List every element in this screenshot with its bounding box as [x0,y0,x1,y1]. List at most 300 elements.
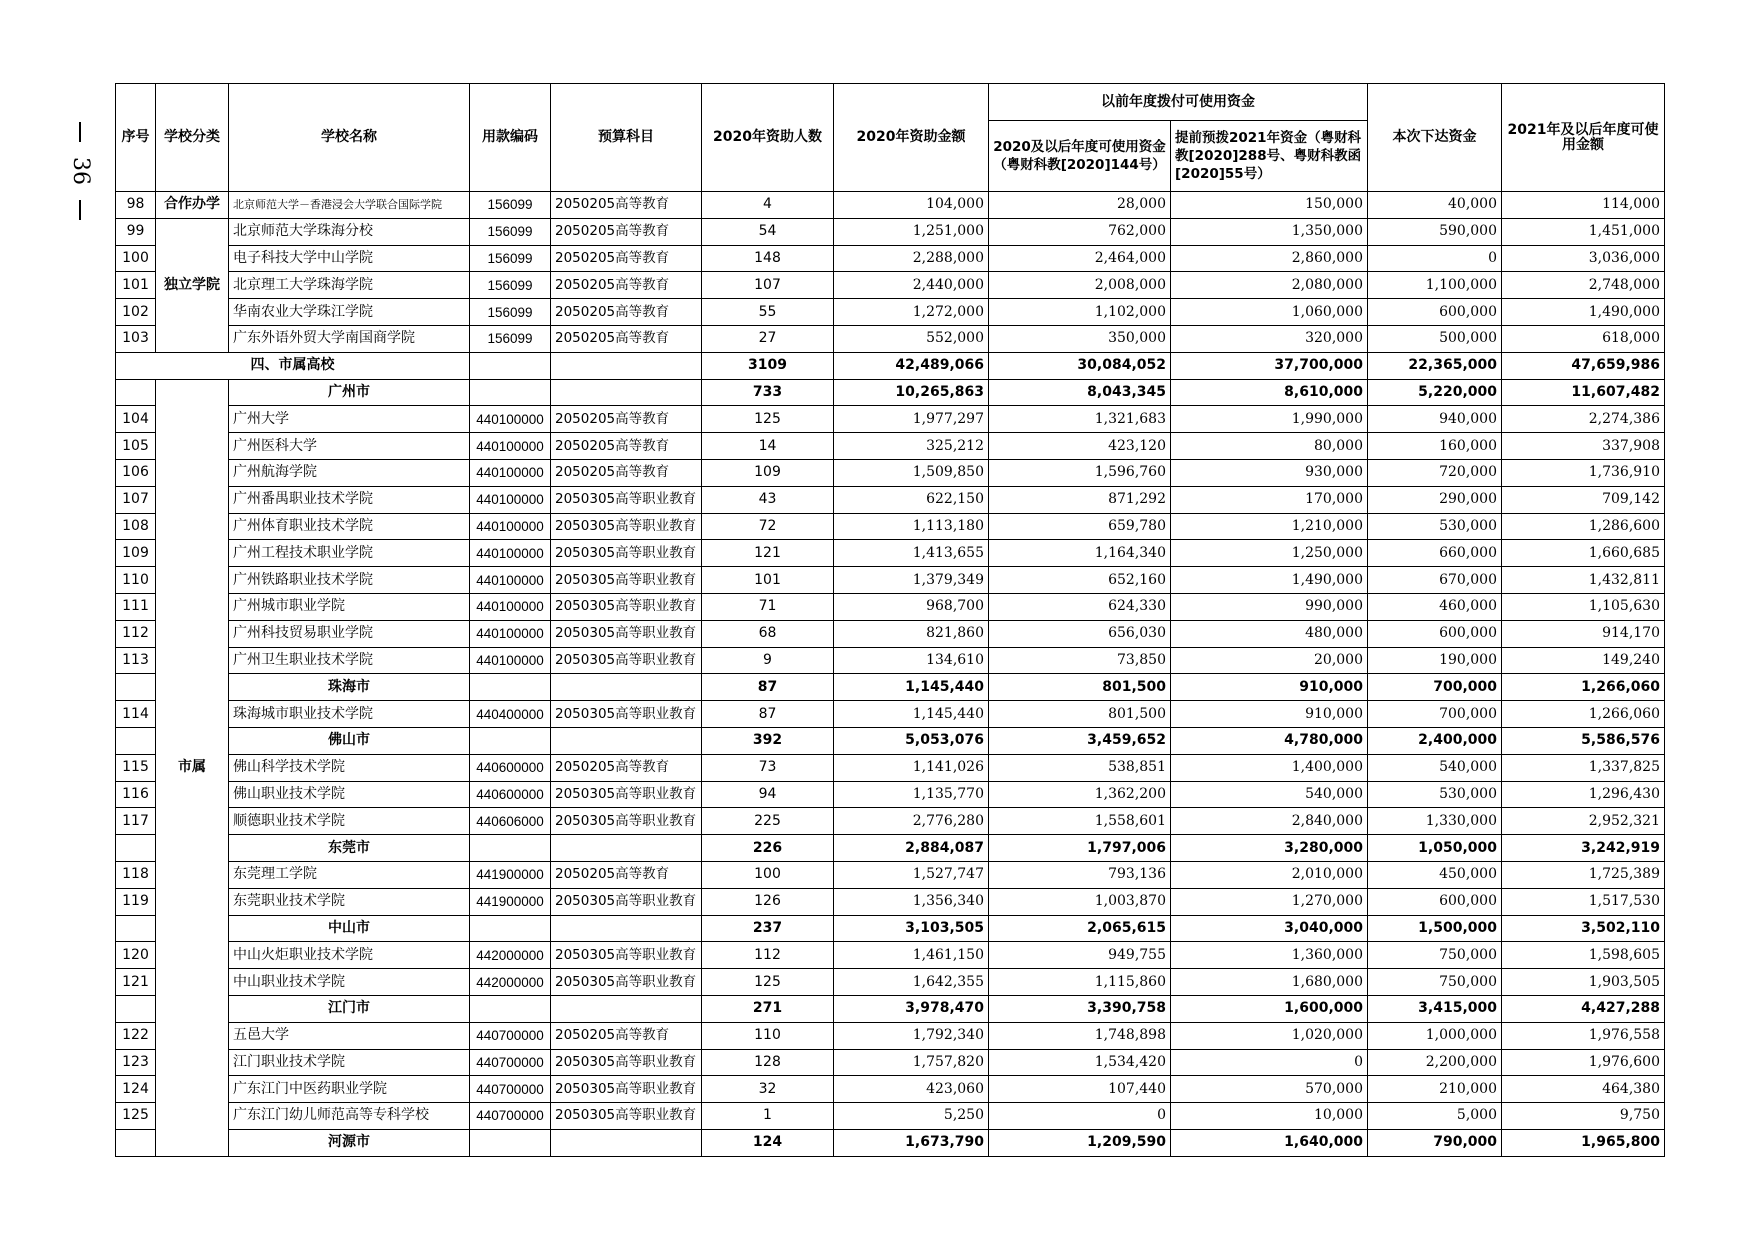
people-2020: 3109 [702,352,834,379]
prior-funds-a: 1,164,340 [989,540,1171,567]
empty-cell [116,674,156,701]
budget-subject: 2050305高等职业教育 [551,513,702,540]
amount-2020: 1,673,790 [834,1129,989,1156]
current-funds: 750,000 [1368,942,1502,969]
people-2020: 226 [702,835,834,862]
prior-funds-a: 1,209,590 [989,1129,1171,1156]
table-row [116,513,1665,540]
prior-funds-b: 2,840,000 [1171,808,1368,835]
row-seq: 103 [116,325,156,352]
prior-funds-a: 871,292 [989,486,1171,513]
budget-subject: 2050305高等职业教育 [551,486,702,513]
school-name: 广州铁路职业技术学院 [229,567,470,594]
city-subtotal-row [116,727,1665,754]
header-amount-2020: 2020年资助金额 [834,84,989,192]
current-funds: 450,000 [1368,861,1502,888]
prior-funds-b: 2,860,000 [1171,245,1368,272]
city-name: 江门市 [229,995,470,1022]
row-seq: 121 [116,969,156,996]
current-funds: 660,000 [1368,540,1502,567]
prior-funds-b: 570,000 [1171,1076,1368,1103]
row-seq: 117 [116,808,156,835]
header-code: 用款编码 [470,84,551,192]
amount-2020: 423,060 [834,1076,989,1103]
table-row [116,218,1665,245]
empty-cell [470,727,551,754]
future-amount: 114,000 [1502,192,1665,219]
prior-funds-a: 801,500 [989,674,1171,701]
school-name: 北京师范大学珠海分校 [229,218,470,245]
school-name: 广州医科大学 [229,433,470,460]
people-2020: 87 [702,701,834,728]
current-funds: 1,050,000 [1368,835,1502,862]
header-prior-funds: 以前年度拨付可使用资金 [989,84,1368,121]
payment-code: 442000000 [470,942,551,969]
current-funds: 3,415,000 [1368,995,1502,1022]
table-row [116,593,1665,620]
school-name: 广州城市职业学院 [229,593,470,620]
current-funds: 5,220,000 [1368,379,1502,406]
empty-cell [551,674,702,701]
city-subtotal-row [116,995,1665,1022]
category-municipal: 市属 [156,379,229,1156]
amount-2020: 1,145,440 [834,674,989,701]
current-funds: 700,000 [1368,674,1502,701]
prior-funds-b: 910,000 [1171,674,1368,701]
future-amount: 3,502,110 [1502,915,1665,942]
future-amount: 1,736,910 [1502,459,1665,486]
amount-2020: 134,610 [834,647,989,674]
prior-funds-a: 659,780 [989,513,1171,540]
current-funds: 1,000,000 [1368,1022,1502,1049]
current-funds: 530,000 [1368,513,1502,540]
current-funds: 600,000 [1368,299,1502,326]
table-row [116,808,1665,835]
table-row [116,888,1665,915]
school-name: 江门职业技术学院 [229,1049,470,1076]
payment-code: 156099 [470,272,551,299]
row-seq: 114 [116,701,156,728]
future-amount: 3,242,919 [1502,835,1665,862]
people-2020: 9 [702,647,834,674]
table-row [116,1049,1665,1076]
prior-funds-a: 1,558,601 [989,808,1171,835]
row-seq: 118 [116,861,156,888]
empty-cell [116,1129,156,1156]
section-label: 四、市属高校 [116,352,470,379]
current-funds: 590,000 [1368,218,1502,245]
table-row [116,969,1665,996]
prior-funds-a: 1,362,200 [989,781,1171,808]
current-funds: 40,000 [1368,192,1502,219]
future-amount: 618,000 [1502,325,1665,352]
future-amount: 464,380 [1502,1076,1665,1103]
page-number-dash [79,200,81,220]
header-subject: 预算科目 [551,84,702,192]
empty-cell [470,352,551,379]
prior-funds-a: 28,000 [989,192,1171,219]
budget-subject: 2050205高等教育 [551,1022,702,1049]
empty-cell [116,727,156,754]
school-name: 广州工程技术职业学院 [229,540,470,567]
page-number [62,118,98,224]
payment-code: 440700000 [470,1076,551,1103]
empty-cell [470,835,551,862]
people-2020: 68 [702,620,834,647]
people-2020: 148 [702,245,834,272]
prior-funds-a: 949,755 [989,942,1171,969]
people-2020: 126 [702,888,834,915]
school-name: 东莞理工学院 [229,861,470,888]
amount-2020: 1,757,820 [834,1049,989,1076]
prior-funds-a: 3,459,652 [989,727,1171,754]
row-seq: 119 [116,888,156,915]
payment-code: 440100000 [470,486,551,513]
current-funds: 2,400,000 [1368,727,1502,754]
city-subtotal-row [116,379,1665,406]
people-2020: 112 [702,942,834,969]
header-current-funds: 本次下达资金 [1368,84,1502,192]
prior-funds-a: 8,043,345 [989,379,1171,406]
budget-subject: 2050205高等教育 [551,406,702,433]
amount-2020: 552,000 [834,325,989,352]
budget-subject: 2050305高等职业教育 [551,1049,702,1076]
current-funds: 540,000 [1368,754,1502,781]
people-2020: 125 [702,406,834,433]
current-funds: 750,000 [1368,969,1502,996]
school-name: 广州卫生职业技术学院 [229,647,470,674]
amount-2020: 1,509,850 [834,459,989,486]
future-amount: 1,266,060 [1502,674,1665,701]
amount-2020: 1,135,770 [834,781,989,808]
future-amount: 1,432,811 [1502,567,1665,594]
future-amount: 11,607,482 [1502,379,1665,406]
school-name: 广东外语外贸大学南国商学院 [229,325,470,352]
amount-2020: 1,113,180 [834,513,989,540]
empty-cell [116,915,156,942]
current-funds: 1,330,000 [1368,808,1502,835]
future-amount: 1,451,000 [1502,218,1665,245]
payment-code: 440100000 [470,513,551,540]
row-seq: 124 [116,1076,156,1103]
row-seq: 115 [116,754,156,781]
future-amount: 1,976,600 [1502,1049,1665,1076]
table-row [116,540,1665,567]
table-row [116,459,1665,486]
prior-funds-b: 990,000 [1171,593,1368,620]
payment-code: 440600000 [470,754,551,781]
prior-funds-a: 2,008,000 [989,272,1171,299]
amount-2020: 1,413,655 [834,540,989,567]
future-amount: 149,240 [1502,647,1665,674]
people-2020: 101 [702,567,834,594]
row-seq: 108 [116,513,156,540]
school-name: 广州大学 [229,406,470,433]
header-prior-a: 2020及以后年度可使用资金（粤财科教[2020]144号） [989,121,1171,192]
people-2020: 237 [702,915,834,942]
school-name: 顺德职业技术学院 [229,808,470,835]
row-seq: 104 [116,406,156,433]
row-seq: 100 [116,245,156,272]
prior-funds-a: 624,330 [989,593,1171,620]
people-2020: 55 [702,299,834,326]
prior-funds-a: 1,003,870 [989,888,1171,915]
prior-funds-b: 150,000 [1171,192,1368,219]
school-name: 广州科技贸易职业学院 [229,620,470,647]
school-name: 五邑大学 [229,1022,470,1049]
people-2020: 125 [702,969,834,996]
prior-funds-a: 1,534,420 [989,1049,1171,1076]
people-2020: 54 [702,218,834,245]
table-row [116,1022,1665,1049]
future-amount: 1,286,600 [1502,513,1665,540]
prior-funds-b: 540,000 [1171,781,1368,808]
row-seq: 120 [116,942,156,969]
budget-subject: 2050205高等教育 [551,272,702,299]
budget-subject: 2050305高等职业教育 [551,1103,702,1130]
budget-subject: 2050205高等教育 [551,192,702,219]
category-coop: 合作办学 [156,192,229,219]
empty-cell [551,995,702,1022]
prior-funds-b: 1,270,000 [1171,888,1368,915]
people-2020: 27 [702,325,834,352]
future-amount: 2,274,386 [1502,406,1665,433]
people-2020: 271 [702,995,834,1022]
table-row [116,942,1665,969]
prior-funds-b: 10,000 [1171,1103,1368,1130]
future-amount: 914,170 [1502,620,1665,647]
table-row [116,1103,1665,1130]
row-seq: 116 [116,781,156,808]
current-funds: 500,000 [1368,325,1502,352]
future-amount: 2,748,000 [1502,272,1665,299]
prior-funds-a: 107,440 [989,1076,1171,1103]
amount-2020: 1,356,340 [834,888,989,915]
current-funds: 2,200,000 [1368,1049,1502,1076]
budget-subject: 2050305高等职业教育 [551,620,702,647]
amount-2020: 622,150 [834,486,989,513]
budget-subject: 2050205高等教育 [551,218,702,245]
budget-subject: 2050305高等职业教育 [551,701,702,728]
payment-code: 440700000 [470,1049,551,1076]
future-amount: 9,750 [1502,1103,1665,1130]
prior-funds-b: 910,000 [1171,701,1368,728]
school-name: 华南农业大学珠江学院 [229,299,470,326]
prior-funds-b: 1,350,000 [1171,218,1368,245]
payment-code: 440700000 [470,1022,551,1049]
future-amount: 3,036,000 [1502,245,1665,272]
prior-funds-b: 1,640,000 [1171,1129,1368,1156]
prior-funds-b: 1,490,000 [1171,567,1368,594]
header-prior-b: 提前预拨2021年资金（粤财科教[2020]288号、粤财科教函[2020]55号） [1171,121,1368,192]
school-name: 广州番禺职业技术学院 [229,486,470,513]
payment-code: 440606000 [470,808,551,835]
amount-2020: 2,288,000 [834,245,989,272]
amount-2020: 3,978,470 [834,995,989,1022]
prior-funds-a: 1,102,000 [989,299,1171,326]
header-category: 学校分类 [156,84,229,192]
table-row [116,192,1665,219]
amount-2020: 2,776,280 [834,808,989,835]
current-funds: 22,365,000 [1368,352,1502,379]
city-subtotal-row [116,1129,1665,1156]
budget-subject: 2050305高等职业教育 [551,647,702,674]
empty-cell [470,915,551,942]
prior-funds-a: 1,115,860 [989,969,1171,996]
payment-code: 156099 [470,192,551,219]
future-amount: 5,586,576 [1502,727,1665,754]
prior-funds-b: 20,000 [1171,647,1368,674]
future-amount: 1,266,060 [1502,701,1665,728]
people-2020: 100 [702,861,834,888]
school-name: 佛山职业技术学院 [229,781,470,808]
prior-funds-b: 1,060,000 [1171,299,1368,326]
current-funds: 720,000 [1368,459,1502,486]
people-2020: 392 [702,727,834,754]
category-independent: 独立学院 [156,218,229,352]
empty-cell [470,995,551,1022]
prior-funds-a: 538,851 [989,754,1171,781]
prior-funds-a: 350,000 [989,325,1171,352]
empty-cell [551,379,702,406]
payment-code: 440600000 [470,781,551,808]
future-amount: 1,337,825 [1502,754,1665,781]
future-amount: 47,659,986 [1502,352,1665,379]
current-funds: 790,000 [1368,1129,1502,1156]
row-seq: 125 [116,1103,156,1130]
table-row [116,781,1665,808]
amount-2020: 2,884,087 [834,835,989,862]
budget-subject: 2050205高等教育 [551,245,702,272]
prior-funds-b: 170,000 [1171,486,1368,513]
table-row [116,325,1665,352]
prior-funds-a: 801,500 [989,701,1171,728]
city-name: 中山市 [229,915,470,942]
school-name: 东莞职业技术学院 [229,888,470,915]
prior-funds-b: 4,780,000 [1171,727,1368,754]
row-seq: 123 [116,1049,156,1076]
payment-code: 440100000 [470,593,551,620]
amount-2020: 1,527,747 [834,861,989,888]
people-2020: 124 [702,1129,834,1156]
empty-cell [116,379,156,406]
current-funds: 5,000 [1368,1103,1502,1130]
payment-code: 440100000 [470,540,551,567]
current-funds: 460,000 [1368,593,1502,620]
people-2020: 14 [702,433,834,460]
table-row [116,620,1665,647]
budget-subject: 2050305高等职业教育 [551,969,702,996]
prior-funds-b: 1,600,000 [1171,995,1368,1022]
amount-2020: 1,145,440 [834,701,989,728]
table-row [116,406,1665,433]
school-name: 中山职业技术学院 [229,969,470,996]
budget-subject: 2050305高等职业教育 [551,1076,702,1103]
prior-funds-a: 656,030 [989,620,1171,647]
amount-2020: 821,860 [834,620,989,647]
payment-code: 156099 [470,245,551,272]
payment-code: 440400000 [470,701,551,728]
current-funds: 1,500,000 [1368,915,1502,942]
section-total-row [116,352,1665,379]
future-amount: 1,976,558 [1502,1022,1665,1049]
city-name: 珠海市 [229,674,470,701]
amount-2020: 5,250 [834,1103,989,1130]
amount-2020: 968,700 [834,593,989,620]
table-row [116,245,1665,272]
prior-funds-a: 762,000 [989,218,1171,245]
prior-funds-a: 3,390,758 [989,995,1171,1022]
future-amount: 1,105,630 [1502,593,1665,620]
table-body [116,192,1665,1157]
amount-2020: 1,141,026 [834,754,989,781]
empty-cell [470,379,551,406]
payment-code: 442000000 [470,969,551,996]
prior-funds-b: 1,990,000 [1171,406,1368,433]
amount-2020: 2,440,000 [834,272,989,299]
budget-subject: 2050305高等职业教育 [551,888,702,915]
city-name: 东莞市 [229,835,470,862]
prior-funds-b: 8,610,000 [1171,379,1368,406]
prior-funds-b: 2,010,000 [1171,861,1368,888]
table-row [116,754,1665,781]
row-seq: 109 [116,540,156,567]
budget-subject: 2050205高等教育 [551,299,702,326]
row-seq: 113 [116,647,156,674]
people-2020: 110 [702,1022,834,1049]
future-amount: 1,903,505 [1502,969,1665,996]
empty-cell [551,1129,702,1156]
table-row [116,299,1665,326]
header-future-amount: 2021年及以后年度可使用金额 [1502,84,1665,192]
future-amount: 1,517,530 [1502,888,1665,915]
school-name: 北京理工大学珠海学院 [229,272,470,299]
payment-code: 440100000 [470,647,551,674]
table-row [116,272,1665,299]
amount-2020: 1,461,150 [834,942,989,969]
empty-cell [551,835,702,862]
empty-cell [116,995,156,1022]
funding-table [115,83,1665,1157]
future-amount: 2,952,321 [1502,808,1665,835]
current-funds: 600,000 [1368,888,1502,915]
amount-2020: 10,265,863 [834,379,989,406]
people-2020: 4 [702,192,834,219]
prior-funds-b: 1,680,000 [1171,969,1368,996]
future-amount: 4,427,288 [1502,995,1665,1022]
school-name: 广州体育职业技术学院 [229,513,470,540]
budget-subject: 2050305高等职业教育 [551,593,702,620]
header-seq: 序号 [116,84,156,192]
people-2020: 71 [702,593,834,620]
page-number-dash [79,122,81,142]
row-seq: 112 [116,620,156,647]
budget-subject: 2050305高等职业教育 [551,942,702,969]
header-school-name: 学校名称 [229,84,470,192]
current-funds: 530,000 [1368,781,1502,808]
amount-2020: 104,000 [834,192,989,219]
prior-funds-b: 1,020,000 [1171,1022,1368,1049]
current-funds: 1,100,000 [1368,272,1502,299]
budget-subject: 2050205高等教育 [551,459,702,486]
budget-subject: 2050305高等职业教育 [551,567,702,594]
current-funds: 190,000 [1368,647,1502,674]
empty-cell [551,352,702,379]
prior-funds-b: 1,250,000 [1171,540,1368,567]
prior-funds-b: 930,000 [1171,459,1368,486]
city-subtotal-row [116,915,1665,942]
future-amount: 1,660,685 [1502,540,1665,567]
